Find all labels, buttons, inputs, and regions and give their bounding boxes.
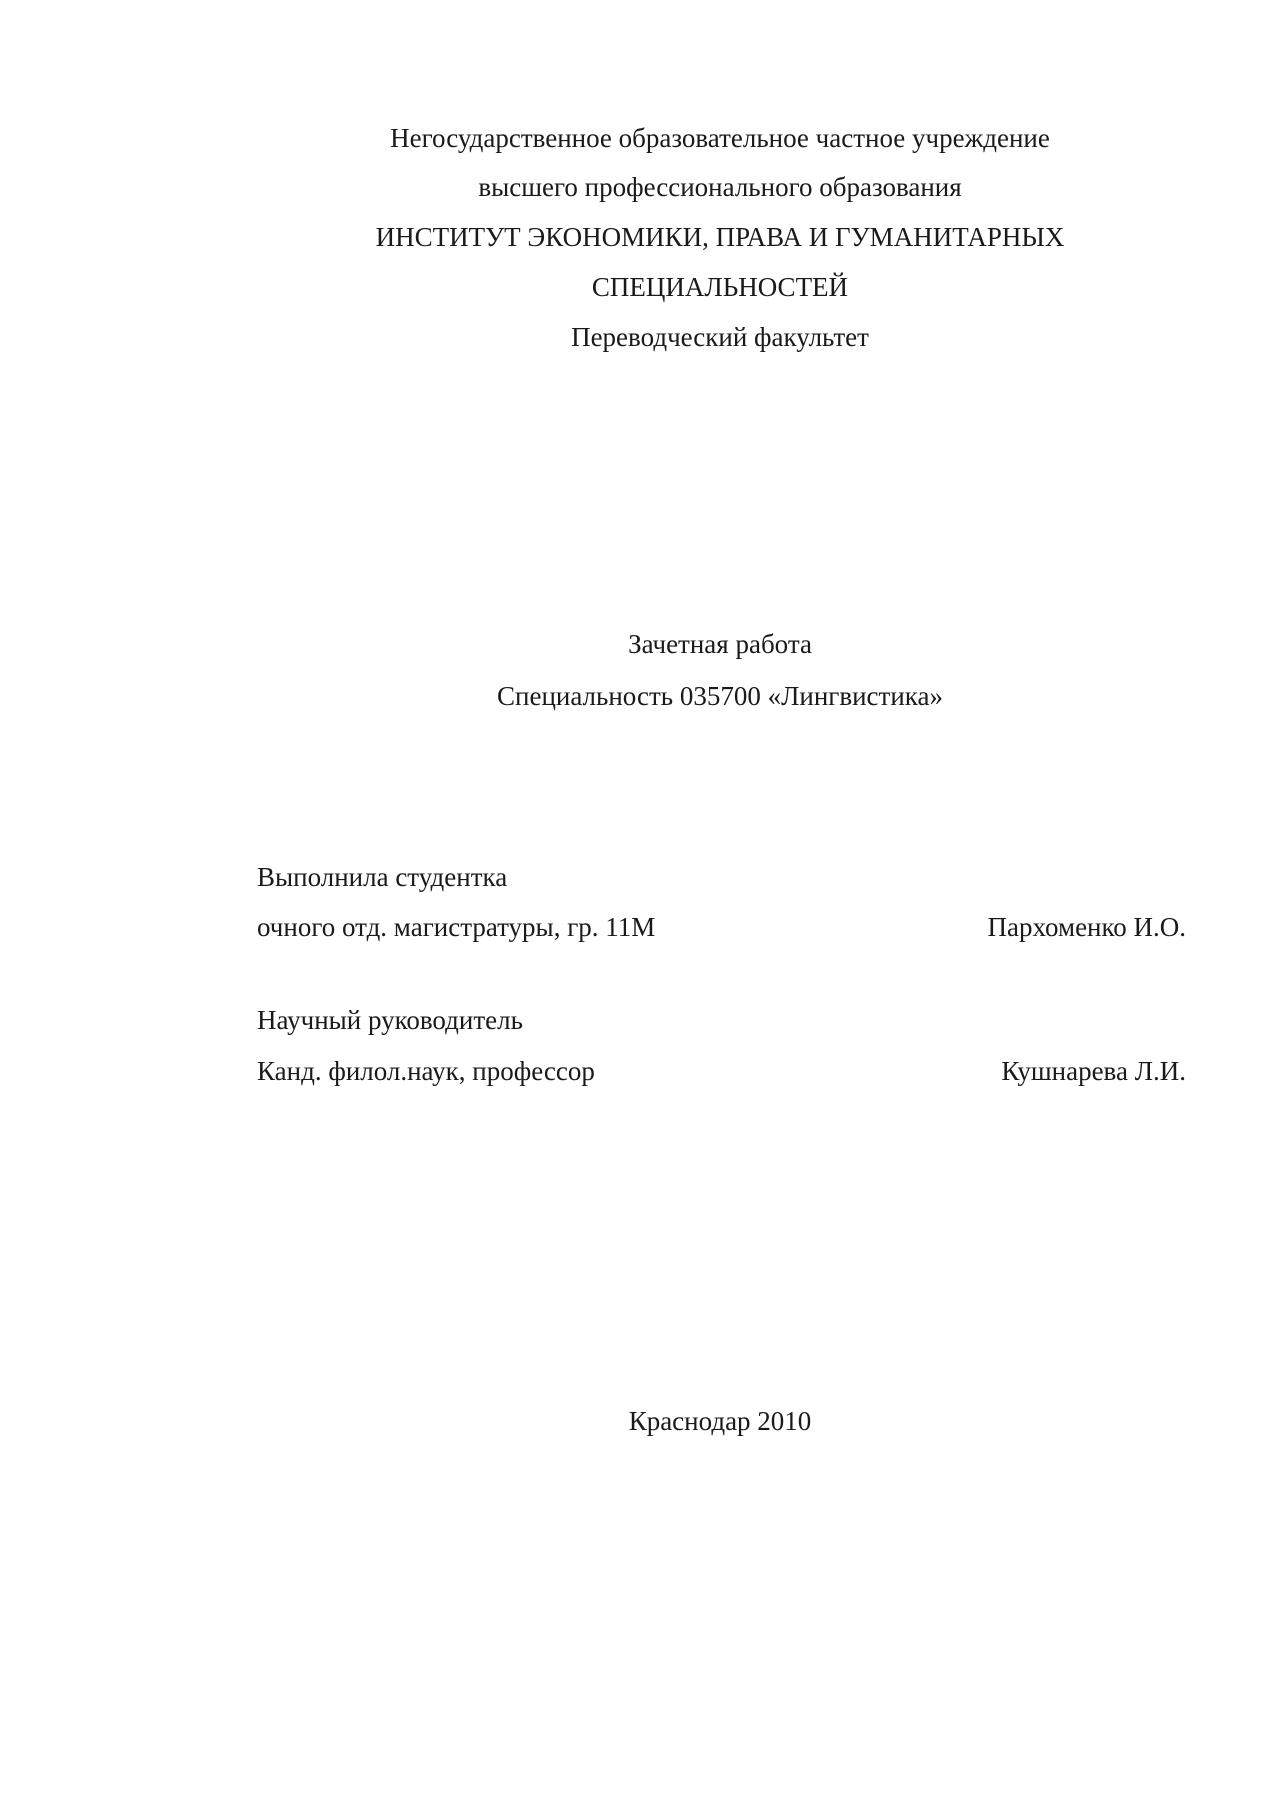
header-education-level: высшего профессионального образования	[478, 172, 962, 202]
city-year: Краснодар 2010	[628, 1406, 812, 1436]
header-faculty: Переводческий факультет	[571, 322, 869, 352]
author-group: очного отд. магистратуры, гр. 11М	[257, 912, 656, 942]
supervisor-role: Научный руководитель	[257, 1005, 523, 1035]
specialty-title: Специальность 035700 «Лингвистика»	[497, 681, 943, 711]
author-role: Выполнила студентка	[257, 862, 508, 892]
header-institution-type: Негосударственное образовательное частное учреждение	[390, 123, 1050, 153]
header-institute-name-line2: СПЕЦИАЛЬНОСТЕЙ	[591, 272, 849, 302]
supervisor-degree: Канд. филол.наук, профессор	[257, 1056, 595, 1086]
supervisor-name: Кушнарева Л.И.	[1001, 1056, 1186, 1086]
header-institute-name-line1: ИНСТИТУТ ЭКОНОМИКИ, ПРАВА И ГУМАНИТАРНЫХ	[375, 222, 1065, 252]
work-type-title: Зачетная работа	[628, 629, 812, 659]
author-name: Пархоменко И.О.	[987, 912, 1186, 942]
